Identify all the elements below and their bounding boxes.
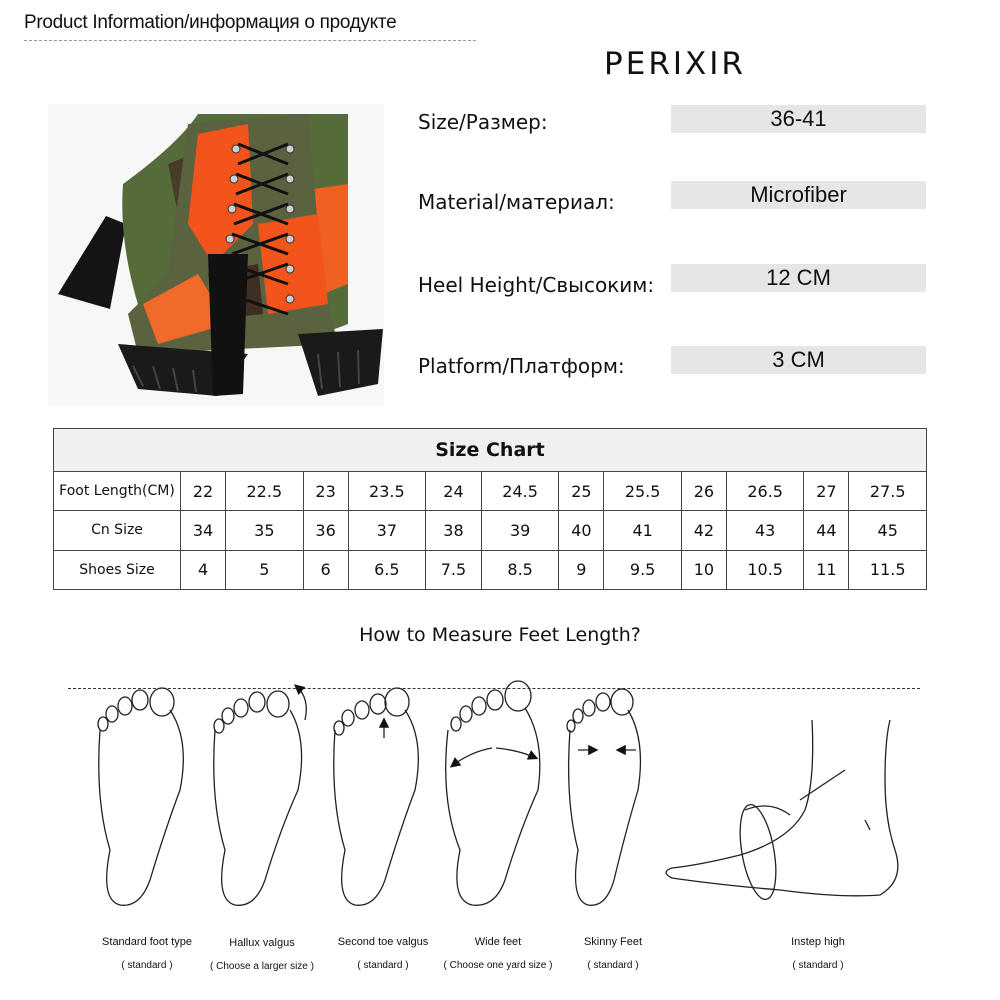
foot-standard-icon <box>98 688 183 905</box>
table-cell: 25.5 <box>604 472 681 511</box>
spec-value-heel-height: 12 CM <box>671 264 926 292</box>
table-cell: 7.5 <box>426 550 482 589</box>
spec-value-size: 36-41 <box>671 105 926 133</box>
size-chart-title: Size Chart <box>54 429 927 472</box>
table-cell: 44 <box>804 511 849 550</box>
table-cell: 10.5 <box>726 550 803 589</box>
foot-skinny-icon <box>567 689 640 905</box>
spec-value-platform: 3 CM <box>671 346 926 374</box>
table-cell: 24.5 <box>481 472 558 511</box>
note-instep-high: ( standard ) <box>792 960 844 971</box>
foot-hallux-valgus-icon <box>214 686 307 905</box>
spec-value-material: Microfiber <box>671 181 926 209</box>
measure-title: How to Measure Feet Length? <box>359 624 641 646</box>
table-cell: 5 <box>226 550 303 589</box>
table-cell: 6.5 <box>348 550 425 589</box>
table-cell: 36 <box>303 511 348 550</box>
foot-second-toe-valgus-icon <box>334 688 419 905</box>
caption-skinny-feet: Skinny Feet <box>583 936 643 948</box>
caption-instep-high: Instep high <box>791 936 845 948</box>
note-hallux-valgus: ( Choose a larger size ) <box>210 961 314 972</box>
header-title: Product Information/информация о продукте <box>24 12 397 33</box>
table-cell: 23 <box>303 472 348 511</box>
brand-name: PERIXIR <box>604 46 746 82</box>
feet-illustrations <box>0 680 1000 1000</box>
table-cell: 24 <box>426 472 482 511</box>
table-cell: 43 <box>726 511 803 550</box>
row-header-cn-size: Cn Size <box>54 511 181 550</box>
table-cell: 6 <box>303 550 348 589</box>
table-cell: 41 <box>604 511 681 550</box>
spec-label-material: Material/материал: <box>418 190 615 214</box>
table-cell: 39 <box>481 511 558 550</box>
table-cell: 37 <box>348 511 425 550</box>
table-cell: 42 <box>681 511 726 550</box>
note-standard: ( standard ) <box>121 960 173 971</box>
table-cell: 11.5 <box>849 550 927 589</box>
spec-label-size: Size/Размер: <box>418 110 548 134</box>
table-row <box>54 511 927 550</box>
spec-label-platform: Platform/Платформ: <box>418 354 625 378</box>
table-cell: 34 <box>181 511 226 550</box>
table-cell: 35 <box>226 511 303 550</box>
caption-hallux-valgus: Hallux valgus <box>229 937 295 949</box>
table-cell: 27.5 <box>849 472 927 511</box>
table-cell: 9 <box>559 550 604 589</box>
note-wide-feet: ( Choose one yard size ) <box>443 960 553 971</box>
foot-instep-high-icon <box>666 720 898 902</box>
table-cell: 23.5 <box>348 472 425 511</box>
caption-second-toe-valgus: Second toe valgus <box>337 936 429 948</box>
note-second-toe-valgus: ( standard ) <box>357 960 409 971</box>
caption-wide-feet: Wide feet <box>474 936 522 948</box>
row-header-foot-length: Foot Length(CM) <box>54 472 181 511</box>
table-cell: 25 <box>559 472 604 511</box>
table-cell: 11 <box>804 550 849 589</box>
caption-standard: Standard foot type <box>102 936 192 948</box>
table-cell: 10 <box>681 550 726 589</box>
product-photo <box>48 104 384 406</box>
table-cell: 22 <box>181 472 226 511</box>
table-cell: 4 <box>181 550 226 589</box>
table-row <box>54 550 927 589</box>
table-cell: 38 <box>426 511 482 550</box>
table-cell: 22.5 <box>226 472 303 511</box>
header-divider <box>24 40 476 41</box>
row-header-shoes-size: Shoes Size <box>54 550 181 589</box>
table-cell: 26.5 <box>726 472 803 511</box>
foot-wide-icon <box>446 681 540 905</box>
table-cell: 27 <box>804 472 849 511</box>
table-cell: 26 <box>681 472 726 511</box>
table-cell: 9.5 <box>604 550 681 589</box>
table-cell: 40 <box>559 511 604 550</box>
table-row <box>54 472 927 511</box>
spec-label-heel-height: Heel Height/Свысоким: <box>418 273 655 297</box>
size-chart-table <box>53 428 927 590</box>
note-skinny-feet: ( standard ) <box>587 960 639 971</box>
table-cell: 45 <box>849 511 927 550</box>
table-cell: 8.5 <box>481 550 558 589</box>
